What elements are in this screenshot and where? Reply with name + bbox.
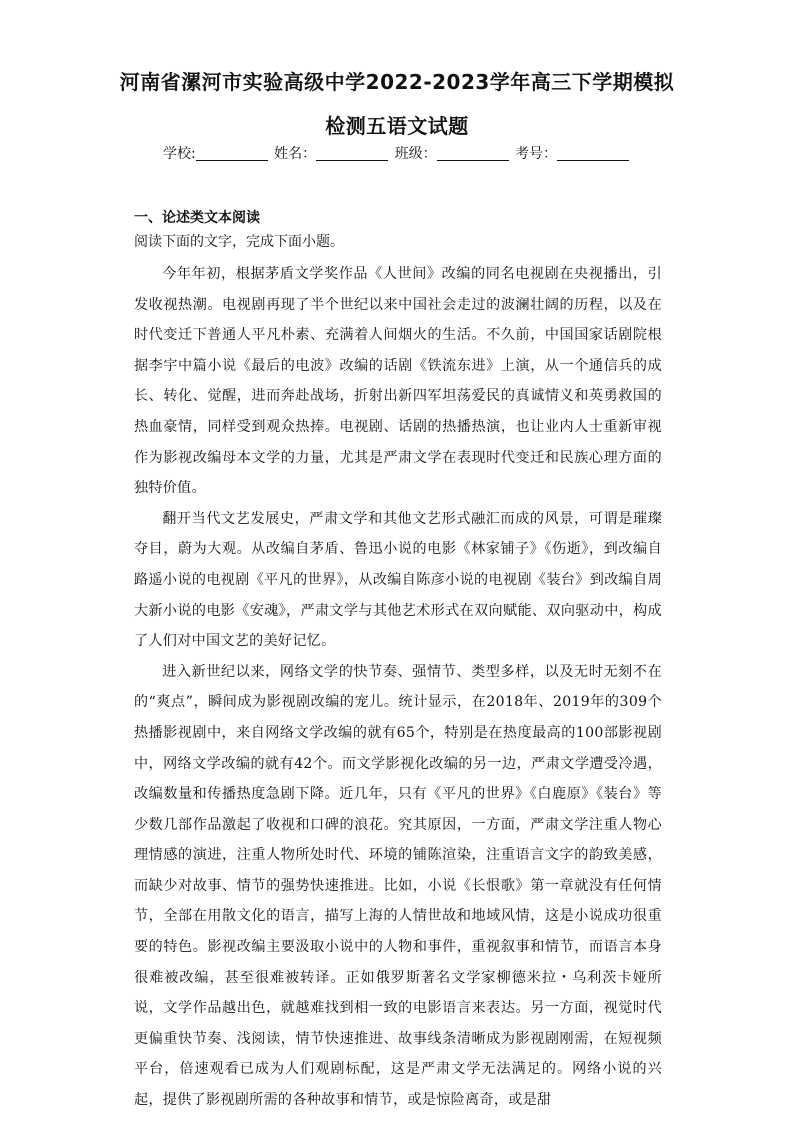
- class-label: 班级：: [394, 146, 437, 162]
- school-blank[interactable]: [196, 146, 268, 161]
- name-blank[interactable]: [316, 146, 388, 161]
- exam-title-line-1: 河南省漯河市实验高级中学2022-2023学年高三下学期模拟: [119, 70, 675, 94]
- number-label: 考号：: [515, 146, 558, 162]
- name-label: 姓名：: [274, 146, 317, 162]
- section-heading: 一、论述类文本阅读: [134, 210, 260, 226]
- class-blank[interactable]: [437, 146, 509, 161]
- exam-title-line-2: 检测五语文试题: [325, 114, 469, 138]
- passage-paragraph-3: 进入新世纪以来，网络文学的快节奏、强情节、类型多样，以及无时无刻不在的“爽点”，瞬间成为影视剧改编的宠儿。统计显示，在2018年、2019年的309个热播影视剧中，来自网络文学改编的就有65个，特别是在热度最高的100部影视剧中，网络文学改编的就有42个。而文学影视化改编的另一边，严肃文学遭受冷遇，改编数量和传播热度急剧下降。近几年，只有《平凡的世界》《白鹿原》《装台》等少数几部作品激起了收视和口碑的浪花。究其原因，一方面，严肃文学注重人物心理情感的演进，注重人物所处时代、环境的铺陈渲染，注重语言文字的韵致美感，而缺少对故事、情节的强势快速推进。比如，小说《长恨歌》第一章就没有任何情节，全部在用散文化的语言，描写上海的人情世故和地域风情，这是小说成功很重要的特色。影视改编主要汲取小说中的人物和事件，重视叙事和情节，而语言本身很难被改编，甚至很难被转译。正如俄罗斯著名文学家柳德米拉・乌利茨卡娅所说，文学作品越出色，就越难找到相一致的电影语言来表达。另一方面，视觉时代更偏重快节奏、浅阅读，情节快速推进、故事线条清晰成为影视剧刚需，在短视频平台，倍速观看已成为人们观剧标配，这是严肃文学无法满足的。网络小说的兴起，提供了影视剧所需的各种故事和情节，或是惊险离奇，或是甜: [134, 663, 662, 1109]
- section-instruction: 阅读下面的文字，完成下面小题。: [134, 234, 344, 250]
- student-info-row: [0, 143, 794, 163]
- number-blank[interactable]: [557, 146, 629, 161]
- passage-paragraph-1: 今年年初，根据茅盾文学奖作品《人世间》改编的同名电视剧在央视播出，引发收视热潮。电视剧再现了半个世纪以来中国社会走过的波澜壮阔的历程，以及在时代变迁下普通人平凡朴素、充满着人间烟火的生活。不久前，中国国家话剧院根据李宇中篇小说《最后的电波》改编的话剧《铁流东进》上演，从一个通信兵的成长、转化、觉醒，进而奔赴战场，折射出新四军坦荡爱民的真诚情义和英勇救国的热血豪情，同样受到观众热捧。电视剧、话剧的热播热演，也让业内人士重新审视作为影视改编母本文学的力量，尤其是严肃文学在表现时代变迁和民族心理方面的独特价值。: [134, 266, 662, 497]
- reading-passage: [134, 259, 662, 1116]
- school-label: 学校:: [162, 146, 196, 162]
- passage-paragraph-2: 翻开当代文艺发展史，严肃文学和其他文艺形式融汇而成的风景，可谓是璀璨夺目，蔚为大观。从改编自茅盾、鲁迅小说的电影《林家铺子》《伤逝》，到改编自路遥小说的电视剧《平凡的世界》，从改编自陈彦小说的电视剧《装台》到改编自周大新小说的电影《安魂》，严肃文学与其他艺术形式在双向赋能、双向驱动中，构成了人们对中国文艺的美好记忆。: [134, 510, 662, 650]
